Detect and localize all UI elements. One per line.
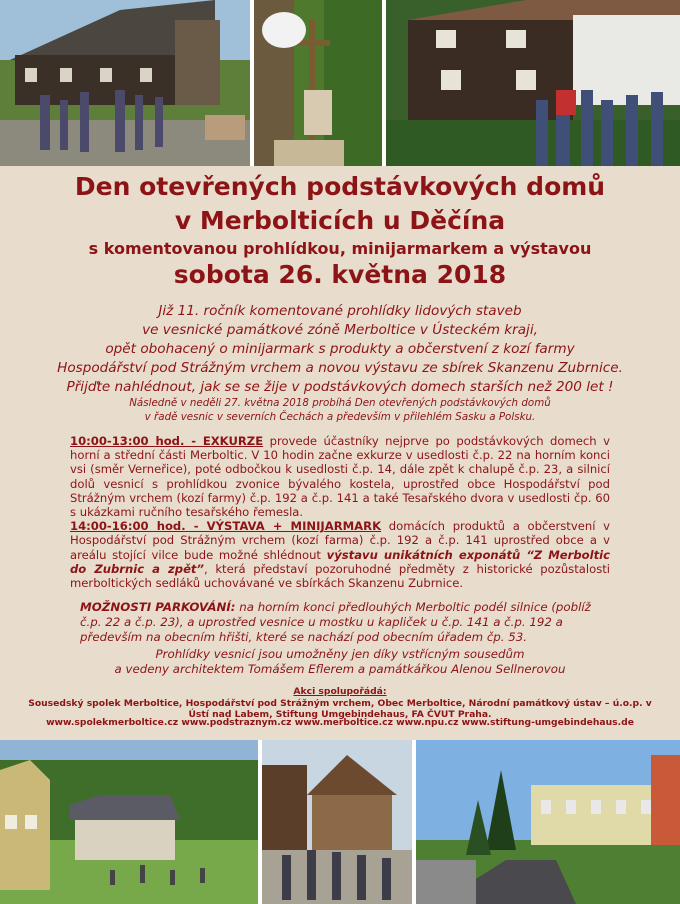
parking-label: MOŽNOSTI PARKOVÁNÍ: [80,600,236,614]
co-organizers [0,686,680,721]
note-line: Následně v neděli 27. května 2018 probíhá Den otevřených podstávkových domů [129,397,551,409]
photo-road-and-villa [416,740,680,904]
photo-barn-courtyard [262,740,412,904]
event-subtitle: s komentovanou prohlídkou, minijarmarkem a výstavou [88,239,592,258]
program-section [70,434,610,590]
credit-line: a vedeny architektem Tomášem Eflerem a památkářkou Alenou Sellnerovou [114,661,566,676]
co-organizers-line: Ústí nad Labem, Stiftung Umgebindehaus, FA ČVUT Praha. [188,709,492,721]
credit-line: Prohlídky vesnicí jsou umožněny jen díky vstřícným sousedům [155,647,525,661]
exhibition-time: 14:00-16:00 hod. - VÝSTAVA + MINIJARMARK [70,519,382,534]
excursion-time: 10:00-13:00 hod. - EXKURZE [70,434,264,448]
photo-wayside-cross [254,0,382,166]
parking-text: na horním konci předlouhých Merboltic podél silnice (poblíž č.p. 22 a č.p. 23), a uprostřed vesnice u mostku u kapliček u č.p. 141 a č.p. 192 a především na obecním hřišti, které se nachází pod obecním úřadem čp. 53. [80,600,591,644]
intro-line: Již 11. ročník komentované prohlídky lidových staveb [158,303,522,319]
exhibition-title: výstavu unikátních exponátů “Z Merboltic do Zubrnic a zpět” [70,547,610,576]
event-date: sobota 26. května 2018 [173,260,507,289]
photo-village-meadow [0,740,258,904]
co-organizers-heading: Akci spolupořádá: [293,686,387,697]
intro-line: Hospodářství pod Strážným vrchem a novou výstavu ze sbírek Skanzenu Zubrnice. [57,360,623,376]
sunday-note [0,397,680,424]
event-title-line2: v Merbolticích u Děčína [174,206,506,235]
photo-house-tour-group [386,0,680,166]
exhibition-text: domácích produktů a občerstvení v Hospodářství pod Strážným vrchem (kozí farma) č.p. 192 a č.p. 141 uprostřed obce a v areálu stojící vilce bude možné shlédnout [70,519,611,562]
intro-line: Přijďte nahlédnout, jak se se žije v podstávkových domech starších než 200 let ! [66,379,614,395]
excursion-paragraph [70,434,610,519]
intro-paragraph [0,302,680,397]
co-organizers-line: Sousedský spolek Merboltice, Hospodářství pod Strážným vrchem, Obec Merboltice, Národní památkový ústav – ú.o.p. v [28,697,652,709]
website-links: www.spolekmerboltice.cz www.podstraznym.cz www.merboltice.cz www.npu.cz www.stiftung-umgebindehaus.de [46,717,634,728]
intro-line: ve vesnické památkové zóně Merboltice v Ústeckém kraji, [142,322,538,338]
note-line: v řadě vesnic v severních Čechách a především v přilehlém Sasku a Polsku. [144,410,536,423]
photo-timber-house-visitors [0,0,250,166]
parking-info [80,600,600,644]
excursion-text: provede účastníky nejprve po podstávkových domech v horní a střední části Merboltic. V 10 hodin začne exkurze v usedlosti č.p. 22 na horním konci vsi (směr Verneřice), poté odbočkou k usedlosti č.p. 14, dále zpět k chalupě č.p. 23, a silnicí dolů vesnicí s prohlídkou zvonice bývalého kostela, uprostřed obce Hospodářství pod Strážným vrchem (kozí farmy) č.p. 192 a č.p. 141 a také Tesařského dvora v usedlosti čp. 60 s ukázkami ručního tesařského řemesla. [70,434,610,520]
guides-credit [0,647,680,677]
exhibition-text-end: , která představí pozoruhodné předměty z historické pozůstalosti merboltických sedláků uchovávané ve sbírkách Skanzenu Zubrnice. [70,561,610,591]
intro-line: opět obohacený o minijarmark s produkty a občerstvení z kozí farmy [105,341,575,357]
exhibition-paragraph [70,519,610,590]
event-title-line1: Den otevřených podstávkových domů [74,172,606,201]
